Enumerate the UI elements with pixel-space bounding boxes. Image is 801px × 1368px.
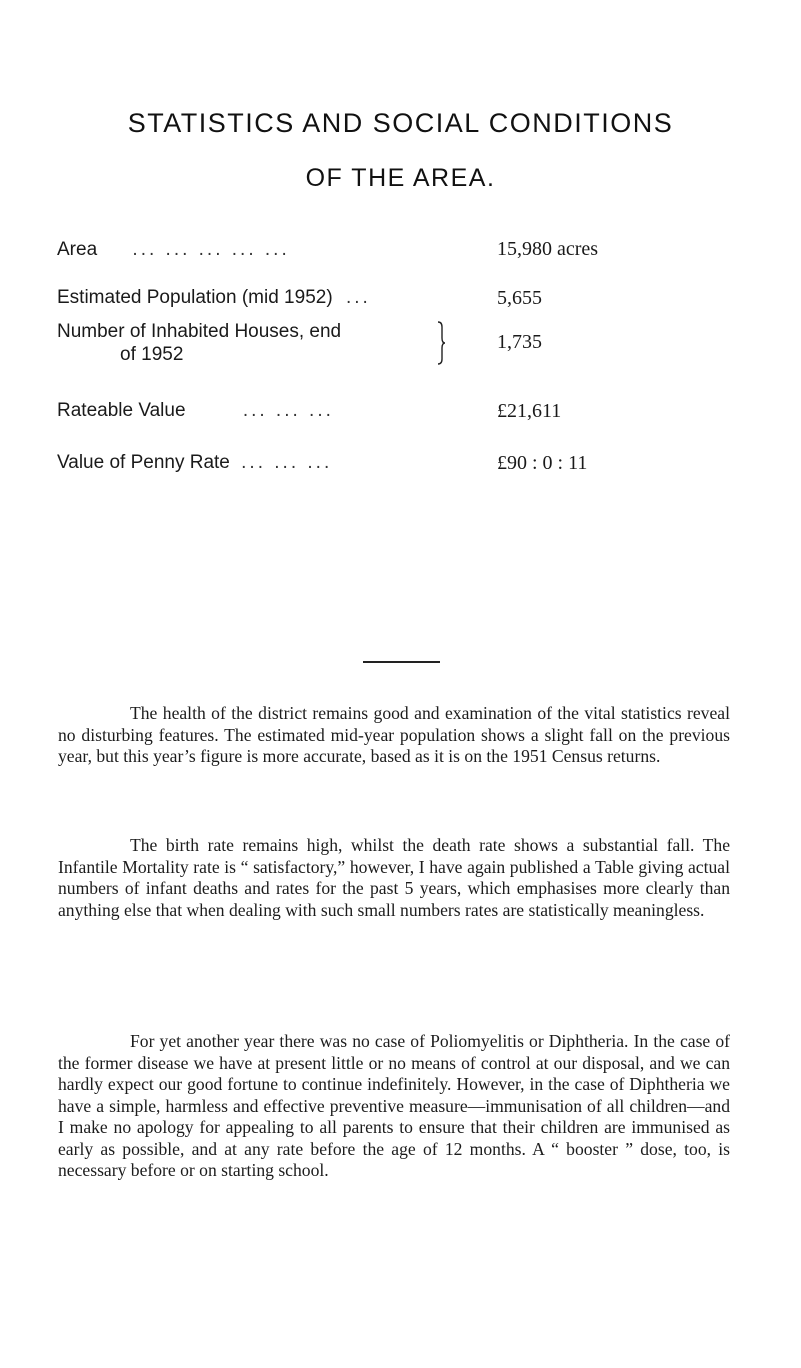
- stat-value-penny-rate: £90 : 0 : 11: [497, 452, 588, 474]
- paragraph-text: The health of the district remains good and examination of the vital statistics reveal no disturbing features. The estimated mid-year population shows a slight fall on the previous year, but this year’s figure is more accurate, based as it is on the 1951 Census returns.: [58, 703, 730, 766]
- stat-value-rateable: £21,611: [497, 400, 562, 422]
- leader-dots: ... ... ... ... ...: [132, 239, 290, 260]
- leader-dots: ... ... ...: [241, 452, 333, 473]
- stat-value-houses: 1,735: [497, 331, 542, 353]
- page-title: STATISTICS AND SOCIAL CONDITIONS: [127, 108, 674, 138]
- stat-label-text: Value of Penny Rate: [57, 452, 230, 473]
- stat-value-area: 15,980 acres: [497, 238, 599, 260]
- stat-label-text: Estimated Population (mid 1952): [57, 287, 333, 308]
- paragraph-text: For yet another year there was no case of Poliomyelitis or Diphtheria. In the case of the former disease we have at present little or no means of control at our disposal, and we can hardly expect our good fortune to continue indefinitely. However, in the case of Diphtheria we have a simple, harmless and effective preventive measure—immunisation of all children—and I make no apology for appealing to all parents to ensure that their children are immunised as early as possible, and at any rate before the age of 12 months. A “ booster ” dose, too, is necessary before or on starting school.: [58, 1031, 730, 1180]
- paragraph-diseases: [58, 1031, 730, 1182]
- leader-dots: ... ... ...: [242, 400, 334, 421]
- stat-value-population: 5,655: [497, 287, 542, 309]
- paragraph-health: [58, 703, 730, 768]
- stat-label-houses-line1: Number of Inhabited Houses, end: [57, 321, 342, 342]
- stat-label-population: [57, 287, 371, 309]
- section-divider: [363, 661, 440, 663]
- page-subtitle: OF THE AREA.: [305, 164, 496, 192]
- leader-dots: ...: [345, 287, 371, 308]
- stat-label-houses-line2: of 1952: [120, 344, 184, 365]
- paragraph-text: The birth rate remains high, whilst the death rate shows a substantial fall. The Infantile Mortality rate is “ satisfactory,” however, I have again published a Table giving actual numbers of infant deaths and rates for the past 5 years, which emphasises more clearly than anything else that when dealing with such small numbers rates are statistically meaningless.: [58, 835, 730, 920]
- brace-icon: [436, 321, 446, 365]
- paragraph-birth-rate: [58, 835, 730, 921]
- stat-label-rateable: [57, 400, 334, 422]
- stat-label-area: [57, 239, 290, 261]
- stat-label-text: Rateable Value: [57, 400, 186, 421]
- stat-label-text: Area: [57, 239, 98, 260]
- stat-label-penny-rate: [57, 452, 332, 474]
